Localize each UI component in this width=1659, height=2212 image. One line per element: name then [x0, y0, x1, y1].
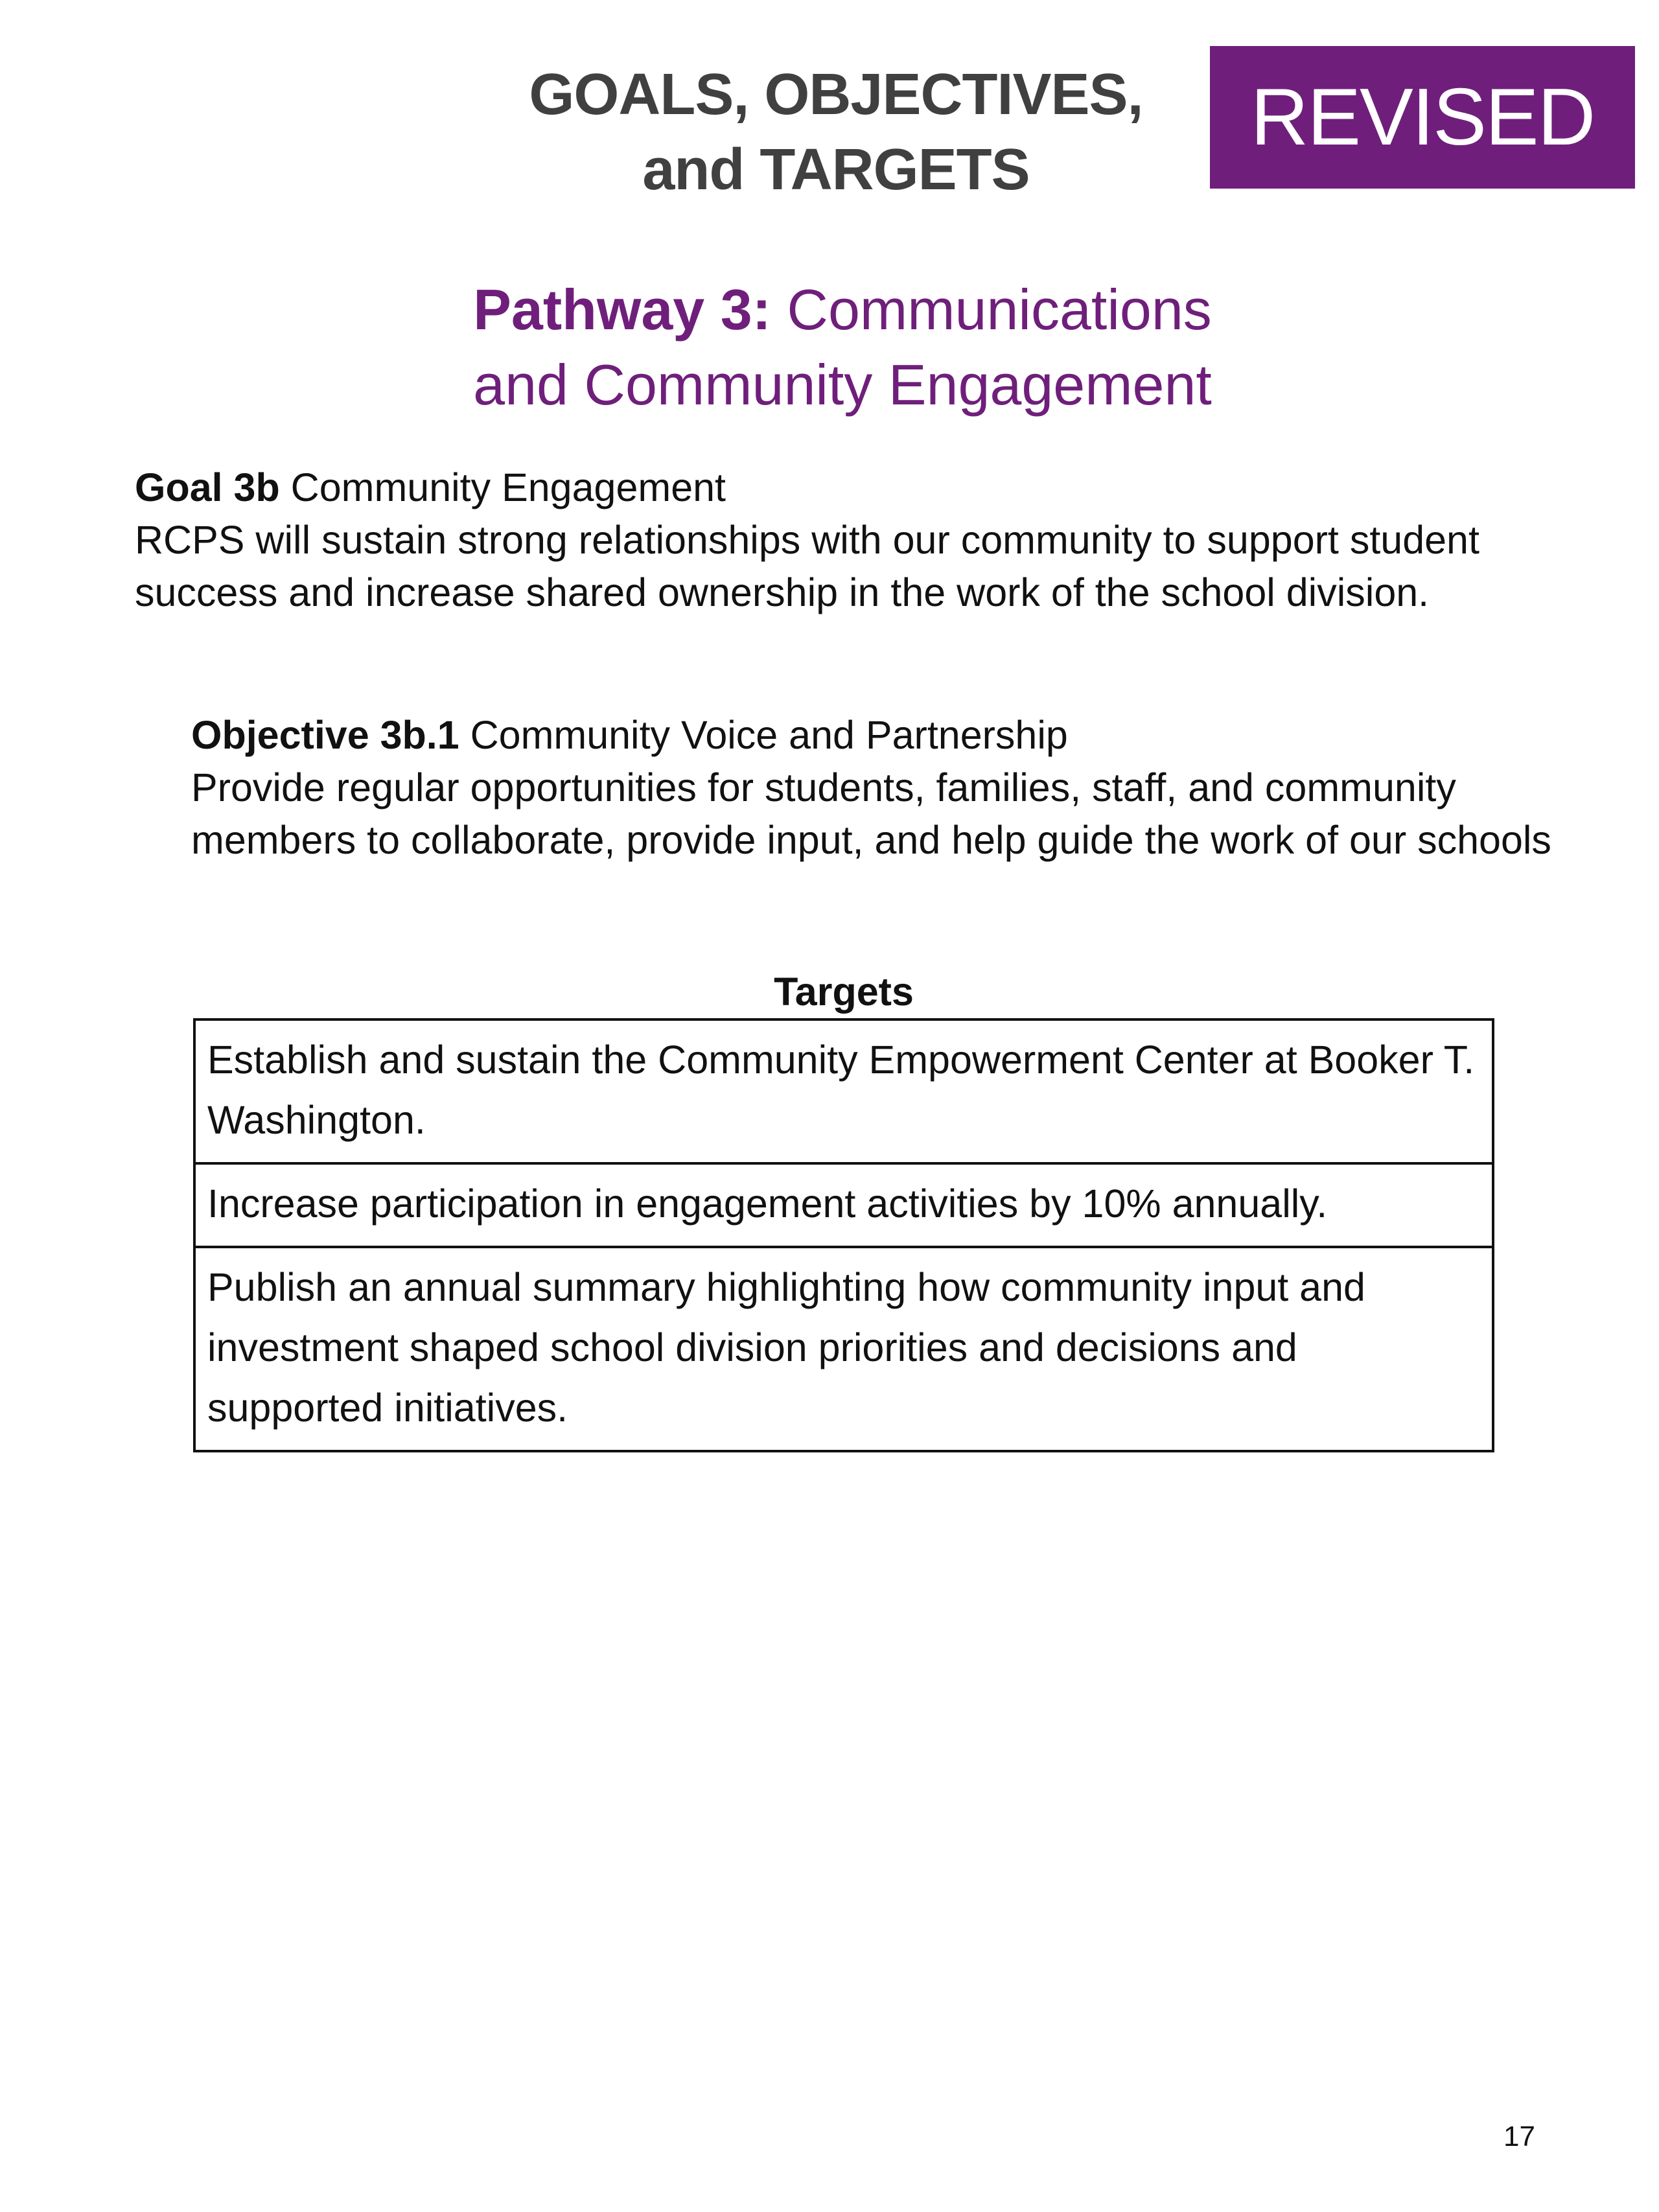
objective-label: Objective 3b.1	[191, 713, 459, 757]
target-row: Publish an annual summary highlighting how community input and investment shaped school division priorities and decisions and supported initiatives.	[196, 1246, 1492, 1450]
target-row: Establish and sustain the Community Empowerment Center at Booker T. Washington.	[207, 1038, 1475, 1142]
pathway-heading	[402, 272, 1283, 423]
goal-description: RCPS will sustain strong relationships with our community to support student success and increase shared ownership in the work of the school division.	[135, 518, 1479, 614]
targets-heading: Targets	[774, 970, 914, 1014]
header-title-line2: and TARGETS	[642, 137, 1030, 202]
goal-name: Community Engagement	[290, 465, 726, 509]
target-row: Increase participation in engagement activities by 10% annually.	[196, 1162, 1492, 1246]
page-header-title	[493, 57, 1179, 207]
revised-badge: REVISED	[1210, 46, 1635, 189]
objective-section	[191, 709, 1552, 867]
pathway-label: Pathway 3:	[473, 277, 771, 342]
pathway-title-part1: Communications	[787, 277, 1212, 342]
page-number: 17	[1503, 2121, 1535, 2152]
goal-label: Goal 3b	[135, 465, 280, 509]
objective-description: Provide regular opportunities for students, families, staff, and community members to collaborate, provide input, and help guide the work of our schools	[191, 765, 1551, 862]
goal-section	[135, 461, 1560, 619]
pathway-title-part2: and Community Engagement	[473, 353, 1212, 417]
targets-table	[193, 1018, 1494, 1452]
objective-name: Community Voice and Partnership	[470, 713, 1068, 757]
header-title-line1: GOALS, OBJECTIVES,	[529, 62, 1143, 127]
